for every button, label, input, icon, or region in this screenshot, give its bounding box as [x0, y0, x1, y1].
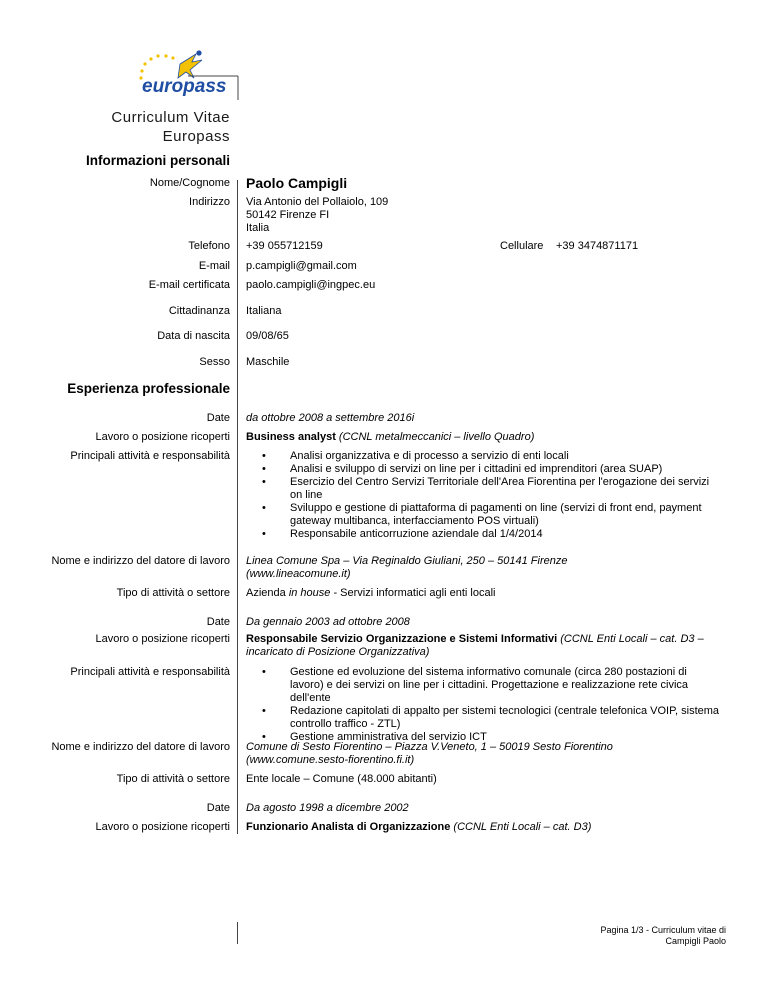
list-item: • Redazione capitolati di appalto per sistemi tecnologici (centrale telefonica VOIP, sistema controllo traffico - ZTL) — [262, 705, 722, 731]
citizenship-label: Cittadinanza — [168, 305, 230, 317]
job1-position-label: Lavoro o posizione ricoperti — [95, 431, 230, 443]
job2-employer — [246, 741, 726, 767]
cv-title — [111, 108, 230, 146]
job1-sector-post: - Servizi informatici agli enti locali — [330, 587, 496, 599]
name-value: Paolo Campigli — [246, 175, 348, 191]
page-footer — [600, 925, 726, 947]
job2-sector: Ente locale – Comune (48.000 abitanti) — [246, 773, 437, 785]
list-item: • Analisi e sviluppo di servizi on line per i cittadini ed imprenditori (area SUAP) — [262, 463, 722, 476]
job3-position-label: Lavoro o posizione ricoperti — [95, 821, 230, 833]
job1-employer — [246, 555, 726, 581]
job2-sector-label: Tipo di attività o settore — [116, 773, 230, 785]
europass-logo — [128, 48, 248, 100]
job2-employer-line2[interactable]: (www.comune.sesto-fiorentino.fi.it) — [246, 754, 415, 766]
job3-date-label: Date — [206, 802, 230, 814]
list-item: • Analisi organizzativa e di processo a servizio di enti locali — [262, 450, 722, 463]
job1-sector-label: Tipo di attività o settore — [116, 587, 230, 599]
job2-employer-line1: Comune di Sesto Fiorentino – Piazza V.Veneto, 1 – 50019 Sesto Fiorentino — [246, 741, 613, 753]
phone-value: +39 055712159 — [246, 240, 323, 252]
phone-label: Telefono — [188, 240, 230, 252]
email-label: E-mail — [198, 260, 230, 272]
pec-label: E-mail certificata — [148, 279, 230, 291]
sex-value: Maschile — [246, 356, 290, 368]
list-item: • Esercizio del Centro Servizi Territoriale dell'Area Fiorentina per l'erogazione dei servizi on line — [262, 476, 722, 502]
list-item: • Gestione amministrativa del servizio ICT — [262, 731, 722, 744]
footer-line2: Campigli Paolo — [665, 936, 726, 946]
pec-value[interactable]: paolo.campigli@ingpec.eu — [246, 279, 376, 291]
list-item: • Responsabile anticorruzione aziendale dal 1/4/2014 — [262, 528, 722, 541]
job2-activities-label: Principali attività e responsabilità — [70, 666, 230, 678]
job2-position-note-line2: incaricato di Posizione Organizzativa) — [246, 646, 430, 658]
mobile-label: Cellulare — [500, 240, 544, 252]
birth-label: Data di nascita — [157, 330, 230, 342]
job1-employer-label: Nome e indirizzo del datore di lavoro — [51, 555, 230, 567]
job1-employer-line2[interactable]: (www.lineacomune.it) — [246, 568, 351, 580]
job1-date: da ottobre 2008 a settembre 2016i — [246, 412, 415, 424]
section-experience: Esperienza professionale — [67, 381, 230, 396]
job3-position-note: (CCNL Enti Locali – cat. D3) — [450, 821, 592, 833]
job1-employer-line1: Linea Comune Spa – Via Reginaldo Giuliani, 250 – 50141 Firenze — [246, 555, 568, 567]
name-label: Nome/Cognome — [149, 177, 230, 189]
citizenship-value: Italiana — [246, 305, 282, 317]
mobile-value: +39 3474871171 — [556, 240, 639, 252]
job2-position-note-line1: (CCNL Enti Locali – cat. D3 – — [557, 633, 704, 645]
section-personal-info: Informazioni personali — [85, 153, 230, 168]
address-line3: Italia — [246, 222, 270, 234]
job1-sector — [246, 587, 726, 600]
birth-value: 09/08/65 — [246, 330, 289, 342]
europass-logo-graphic — [128, 48, 248, 100]
job2-date: Da gennaio 2003 ad ottobre 2008 — [246, 616, 410, 628]
job3-position — [246, 821, 726, 834]
job2-date-label: Date — [206, 616, 230, 628]
address-value — [246, 196, 726, 235]
address-label: Indirizzo — [189, 196, 230, 208]
job1-position-note: (CCNL metalmeccanici – livello Quadro) — [335, 431, 535, 443]
address-line1: Via Antonio del Pollaiolo, 109 — [246, 196, 389, 208]
job1-position-title: Business analyst — [246, 431, 336, 443]
job2-position-label: Lavoro o posizione ricoperti — [95, 633, 230, 645]
job2-position-title: Responsabile Servizio Organizzazione e Sistemi Informativi — [246, 633, 558, 645]
job2-position — [246, 633, 726, 659]
cv-title-line1: Curriculum Vitae — [111, 109, 230, 126]
job1-sector-pre: Azienda — [246, 587, 289, 599]
job1-position — [246, 431, 726, 444]
job3-position-title: Funzionario Analista di Organizzazione — [246, 821, 451, 833]
logo-text: europass — [142, 76, 227, 97]
job1-activities-label: Principali attività e responsabilità — [70, 450, 230, 462]
list-item: • Gestione ed evoluzione del sistema informativo comunale (circa 280 postazioni di lavoro) e dei servizi on line per i cittadini. Progettazione e realizzazione rete civica dell'ente — [262, 666, 722, 705]
footer-divider — [237, 922, 238, 944]
email-value[interactable]: p.campigli@gmail.com — [246, 260, 357, 272]
list-item: • Sviluppo e gestione di piattaforma di pagamenti on line (servizi di front end, payment gateway multibanca, interfacciamento POS virtuali) — [262, 502, 722, 528]
footer-line1: Pagina 1/3 - Curriculum vitae di — [600, 925, 726, 935]
job2-activities-list — [262, 666, 722, 744]
job1-activities-list — [262, 450, 722, 541]
job3-date: Da agosto 1998 a dicembre 2002 — [246, 802, 409, 814]
sex-label: Sesso — [199, 356, 230, 368]
job1-date-label: Date — [206, 412, 230, 424]
job2-employer-label: Nome e indirizzo del datore di lavoro — [51, 741, 230, 753]
column-divider — [237, 180, 238, 834]
job1-sector-italic: in house — [288, 587, 331, 599]
address-line2: 50142 Firenze FI — [246, 209, 330, 221]
cv-title-line2: Europass — [162, 128, 230, 145]
